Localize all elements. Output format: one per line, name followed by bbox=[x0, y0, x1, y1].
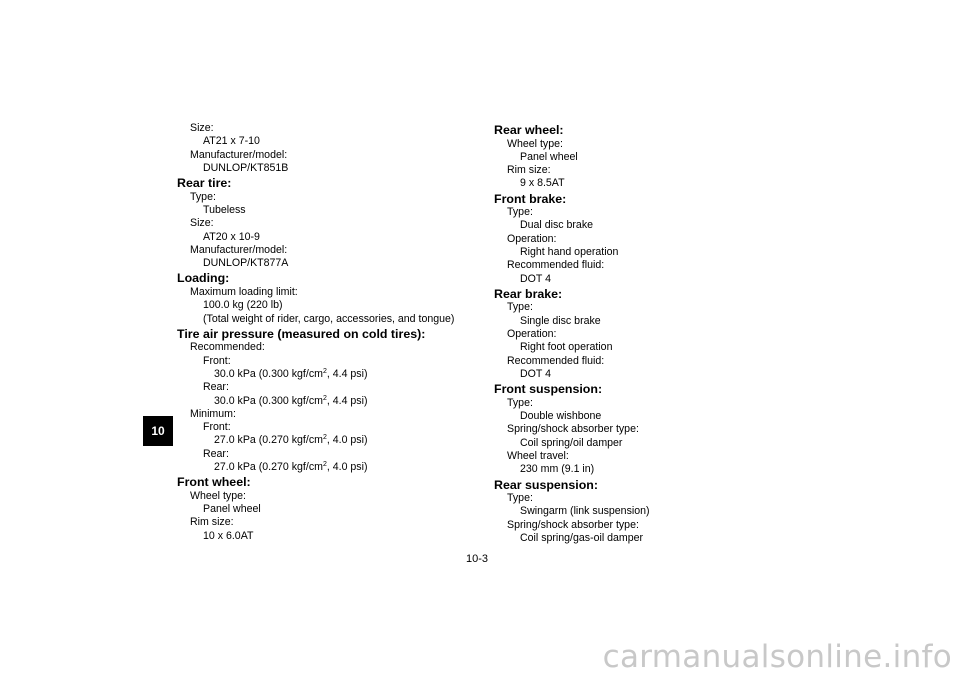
rear-tire-type-label: Type: bbox=[190, 190, 216, 203]
rec-rear-label: Rear: bbox=[203, 381, 229, 394]
rear-brake-operation-value: Right foot operation bbox=[520, 341, 613, 354]
rec-front-label: Front: bbox=[203, 354, 231, 367]
front-brake-operation-label: Operation: bbox=[507, 232, 557, 245]
rear-brake-type-label: Type: bbox=[507, 301, 533, 314]
min-front-value: 27.0 kPa (0.270 kgf/$cm^2$, 4.0 psi) bbox=[214, 434, 368, 447]
rear-tire-manufacturer-value: DUNLOP/KT877A bbox=[203, 257, 289, 270]
front-brake-type-label: Type: bbox=[507, 206, 533, 219]
rec-rear-value: 30.0 kPa (0.300 kgf/$cm^2$, 4.4 psi) bbox=[214, 394, 368, 407]
rear-tire-heading: Rear tire: bbox=[177, 176, 232, 191]
front-tire-size-label: Size: bbox=[190, 122, 214, 134]
front-suspension-absorber-label: Spring/shock absorber type: bbox=[507, 423, 639, 436]
rear-tire-type-value: Tubeless bbox=[203, 203, 246, 216]
front-wheel-type-label: Wheel type: bbox=[190, 489, 246, 502]
rear-suspension-absorber-value: Coil spring/gas-oil damper bbox=[520, 531, 644, 544]
right-column bbox=[494, 122, 794, 545]
chapter-tab: 10 bbox=[143, 416, 173, 446]
front-tire-manufacturer-label: Manufacturer/model: bbox=[190, 148, 288, 161]
front-suspension-absorber-value: Coil spring/oil damper bbox=[520, 436, 623, 449]
front-brake-type-value: Dual disc brake bbox=[520, 219, 594, 232]
front-wheel-heading: Front wheel: bbox=[177, 475, 251, 490]
front-suspension-type-value: Double wishbone bbox=[520, 410, 602, 423]
front-brake-operation-value: Right hand operation bbox=[520, 246, 619, 259]
rear-suspension-type-label: Type: bbox=[507, 492, 533, 505]
min-rear-value: 27.0 kPa (0.270 kgf/$cm^2$, 4.0 psi) bbox=[214, 461, 368, 474]
max-loading-value: 100.0 kg (220 lb) bbox=[203, 299, 283, 312]
max-loading-label: Maximum loading limit: bbox=[190, 285, 298, 298]
rear-wheel-type-label: Wheel type: bbox=[507, 137, 563, 150]
tire-pressure-heading: Tire air pressure (measured on cold tires): bbox=[177, 326, 426, 341]
rear-suspension-heading: Rear suspension: bbox=[494, 477, 598, 492]
rear-brake-heading: Rear brake: bbox=[494, 286, 563, 301]
min-front-label: Front: bbox=[203, 421, 231, 434]
rear-suspension-absorber-label: Spring/shock absorber type: bbox=[507, 518, 639, 531]
front-suspension-travel-label: Wheel travel: bbox=[507, 449, 569, 462]
front-suspension-travel-value: 230 mm (9.1 in) bbox=[520, 463, 595, 476]
front-wheel-rim-value: 10 x 6.0AT bbox=[203, 529, 254, 542]
front-tire-manufacturer-value: DUNLOP/KT851B bbox=[203, 161, 289, 174]
rear-brake-fluid-label: Recommended fluid: bbox=[507, 354, 605, 367]
loading-heading: Loading: bbox=[177, 271, 230, 286]
rear-brake-type-value: Single disc brake bbox=[520, 314, 601, 327]
max-loading-note: (Total weight of rider, cargo, accessories, and tongue) bbox=[203, 312, 455, 325]
rear-brake-fluid-value: DOT 4 bbox=[520, 367, 552, 380]
front-brake-fluid-value: DOT 4 bbox=[520, 272, 552, 285]
recommended-label: Recommended: bbox=[190, 341, 265, 354]
rear-wheel-heading: Rear wheel: bbox=[494, 123, 564, 137]
watermark: carmanualsonline.info bbox=[602, 639, 952, 675]
front-suspension-type-label: Type: bbox=[507, 396, 533, 409]
rear-brake-operation-label: Operation: bbox=[507, 328, 557, 341]
front-brake-heading: Front brake: bbox=[494, 191, 567, 206]
rear-tire-manufacturer-label: Manufacturer/model: bbox=[190, 243, 288, 256]
rear-tire-size-label: Size: bbox=[190, 217, 214, 230]
left-column bbox=[177, 122, 477, 543]
rear-suspension-type-value: Swingarm (link suspension) bbox=[520, 505, 650, 518]
front-wheel-rim-label: Rim size: bbox=[190, 516, 234, 529]
minimum-label: Minimum: bbox=[190, 407, 236, 420]
rear-tire-size-value: AT20 x 10-9 bbox=[203, 230, 260, 243]
rear-wheel-rim-label: Rim size: bbox=[507, 164, 551, 177]
front-wheel-type-value: Panel wheel bbox=[203, 503, 261, 516]
front-tire-size-value: AT21 x 7-10 bbox=[203, 135, 260, 148]
page-number: 10-3 bbox=[466, 553, 489, 565]
front-brake-fluid-label: Recommended fluid: bbox=[507, 259, 605, 272]
front-suspension-heading: Front suspension: bbox=[494, 382, 603, 397]
rec-front-value: 30.0 kPa (0.300 kgf/$cm^2$, 4.4 psi) bbox=[214, 367, 368, 380]
rear-wheel-rim-value: 9 x 8.5AT bbox=[520, 177, 565, 190]
min-rear-label: Rear: bbox=[203, 447, 229, 460]
rear-wheel-type-value: Panel wheel bbox=[520, 150, 578, 163]
